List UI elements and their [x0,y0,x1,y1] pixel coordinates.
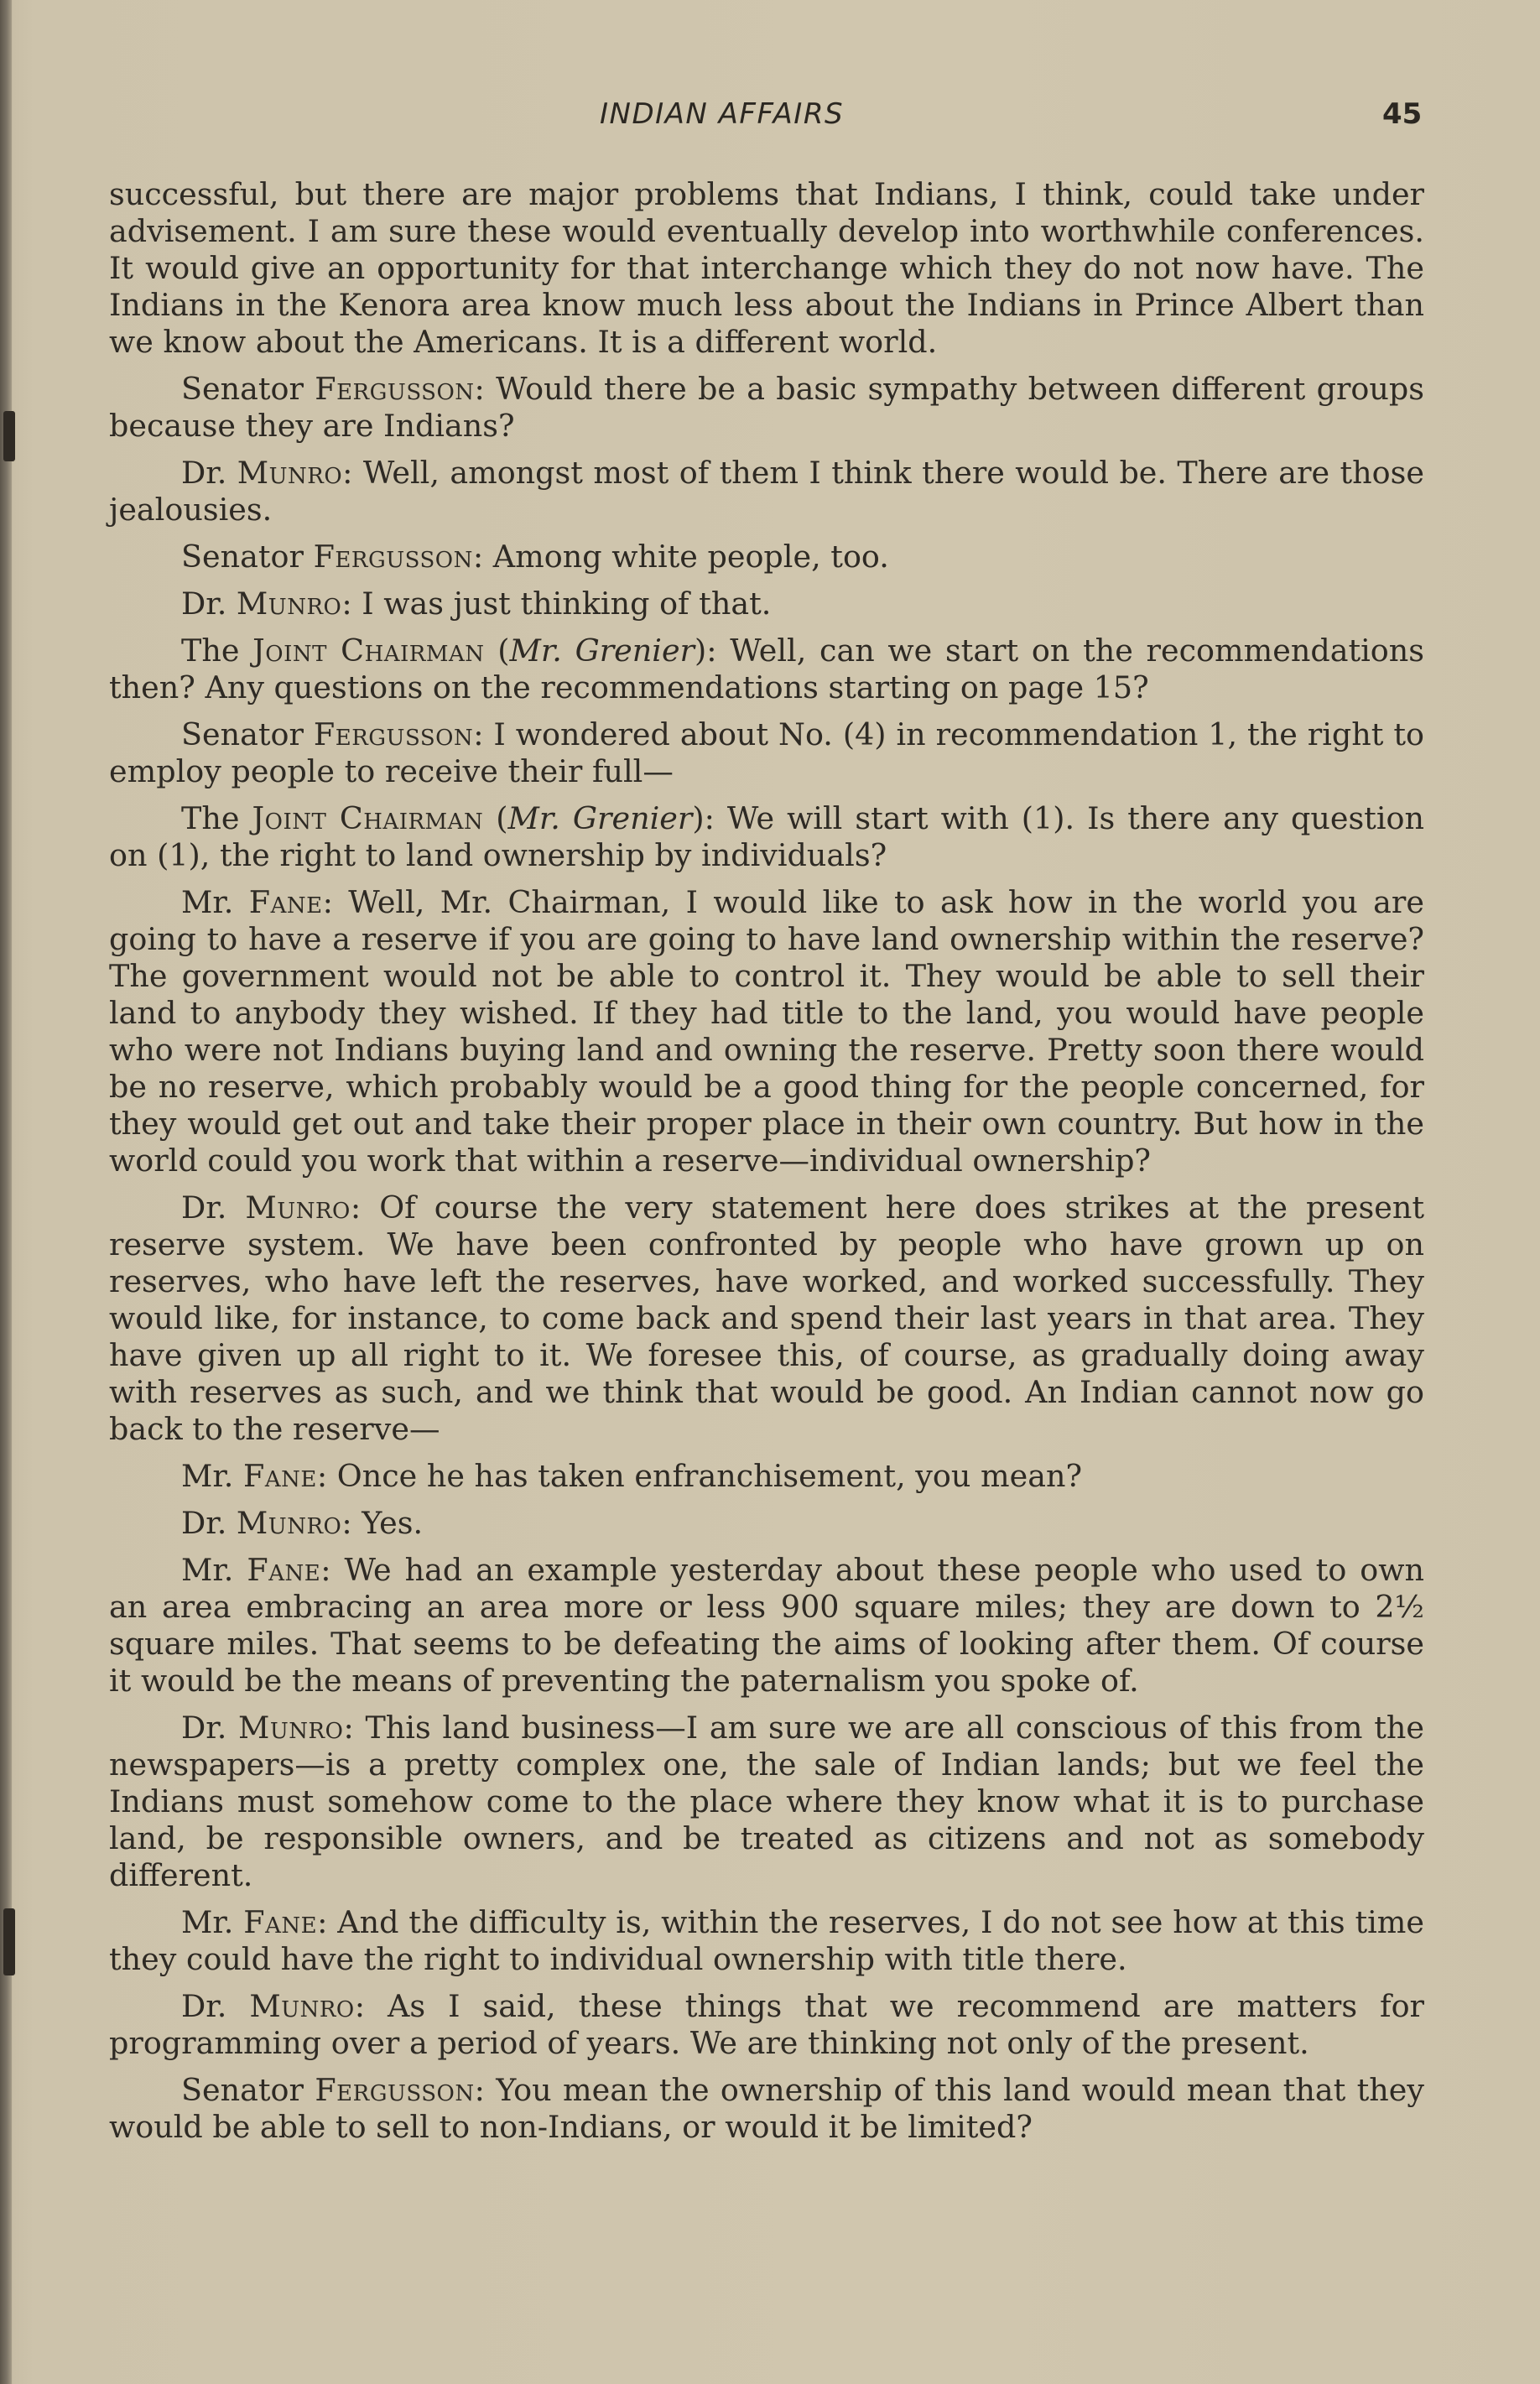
transcript-body [109,176,1424,2156]
speaker-name: Fergusson [313,539,473,575]
page-number: 45 [1382,97,1423,131]
paragraph [109,1458,1424,1495]
binding-mark [3,411,15,461]
paragraph [109,2072,1424,2146]
speaker-name: Munro [236,586,342,622]
paragraph-text: : Would there be a basic sympathy between different groups because they are Indians? [109,371,1424,444]
speaker-title: Dr. [181,1710,227,1746]
paragraph-text: : As I said, these things that we recommend are matters for programming over a period of years. We are thinking not only of the present. [109,1988,1424,2061]
paragraph-text: : Once he has taken enfranchisement, you mean? [316,1458,1083,1494]
speaker-name: Joint Chairman [252,632,485,669]
paragraph-text: : Among white people, too. [472,539,889,575]
paragraph [109,586,1424,622]
speaker-name: Munro [237,455,343,491]
paragraph [109,539,1424,575]
paragraph [109,1189,1424,1448]
speaker-role: Mr. Grenier [509,632,695,669]
speaker-name: Fane [243,1904,318,1940]
paragraph [109,371,1424,445]
speaker-name: Munro [236,1505,342,1541]
speaker-title: The [181,800,240,836]
speaker-title: Mr. [181,884,234,920]
speaker-name: Munro [249,1988,355,2024]
speaker-title: Dr. [181,1988,227,2024]
paragraph [109,1904,1424,1978]
paragraph-text: : Well, can we start on the recommendations then? Any questions on the recommendations starting on page 15? [109,632,1425,705]
speaker-name: Fane [243,1458,317,1494]
paragraph-text: : We had an example yesterday about these people who used to own an area embracing an area more or less 900 square miles; they are down to 2½ square miles. That seems to be defeating the aims of looking after them. Of course it would be the means of preventing the paternalism you spoke of. [109,1552,1424,1699]
speaker-title: Dr. [181,455,227,491]
paragraph-text: : We will start with (1). Is there any question on (1), the right to land ownership by individuals? [109,800,1425,873]
speaker-name: Fane [247,1552,321,1588]
book-spine [0,0,12,2384]
speaker-title: Dr. [181,586,227,622]
speaker-title: Senator [181,716,304,752]
speaker-role: Mr. Grenier [507,800,693,836]
paragraph-text: : This land business—I am sure we are all conscious of this from the newspapers—is a pretty complex one, the sale of Indian lands; but we feel the Indians must somehow come to the place where they know what it is to purchase land, be responsible owners, and be treated as citizens and not as somebody different. [109,1710,1424,1893]
speaker-title: Senator [181,371,304,407]
speaker-name: Munro [245,1189,351,1226]
paragraph [109,455,1424,528]
paragraph-text: : And the difficulty is, within the reserves, I do not see how at this time they could have the right to individual ownership with title there. [109,1904,1424,1977]
speaker-title: Senator [181,539,304,575]
speaker-title: Mr. [181,1904,234,1940]
speaker-title: Dr. [181,1505,227,1541]
paragraph-text: successful, but there are major problems that Indians, I think, could take under advisement. I am sure these would eventually develop into worthwhile conferences. It would give an opportunity for that interchange which they do not now have. The Indians in the Kenora area know much less about the Indians in Prince Albert than we know about the Americans. It is a different world. [109,176,1424,360]
paragraph [109,176,1424,361]
paragraph: The Joint Chairman (Mr. Grenier): Well, can we start on the recommendations then? Any questions on the recommendations starting on page 15? [109,632,1425,705]
paragraph [109,1988,1424,2062]
speaker-name: Joint Chairman [252,800,484,836]
speaker-name: Fergusson [315,2072,475,2108]
paragraph-text: : Well, Mr. Chairman, I would like to ask how in the world you are going to have a reserve if you are going to have land ownership within the reserve? The government would not be able to control it. They would be able to sell their land to anybody they wished. If they had title to the land, you would have people who were not Indians buying land and owning the reserve. Pretty soon there would be no reserve, which probably would be a good thing for the people concerned, for they would get out and take their proper place in their own country. But how in the world could you work that within a reserve—individual ownership? [109,884,1424,1179]
paragraph-text: : Yes. [341,1505,424,1541]
running-title: INDIAN AFFAIRS [600,97,845,131]
speaker-name: Fane [248,884,323,920]
paragraph-text: : Of course the very statement here does strikes at the present reserve system. We have been confronted by people who have grown up on reserves, who have left the reserves, have worked, and worked successfully. They would like, for instance, to come back and spend their last years in that area. They have given up all right to it. We foresee this, of course, as gradually doing away with reserves as such, and we think that would be good. An Indian cannot now go back to the reserve— [109,1189,1424,1447]
paragraph-text: : I wondered about No. (4) in recommendation 1, the right to employ people to receive their full— [109,716,1424,789]
paragraph: The Joint Chairman (Mr. Grenier): We will start with (1). Is there any question on (1), the right to land ownership by individuals? [109,800,1425,873]
paragraph-text: : I was just thinking of that. [341,586,772,622]
page-header [0,94,1540,136]
paragraph-text: : Well, amongst most of them I think there would be. There are those jealousies. [109,455,1424,528]
binding-mark [3,1908,15,1975]
paragraph [109,1552,1424,1700]
speaker-title: The [181,632,240,669]
paragraph [109,884,1424,1179]
paragraph-text: : You mean the ownership of this land would mean that they would be able to sell to non-Indians, or would it be limited? [109,2072,1424,2145]
speaker-title: Mr. [181,1552,234,1588]
speaker-title: Senator [181,2072,304,2108]
paragraph [109,1505,1424,1542]
speaker-title: Mr. [181,1458,234,1494]
speaker-name: Fergusson [315,371,475,407]
paragraph [109,716,1424,790]
speaker-name: Munro [238,1710,344,1746]
paragraph [109,1710,1424,1894]
speaker-title: Dr. [181,1189,227,1226]
speaker-name: Fergusson [313,716,474,752]
